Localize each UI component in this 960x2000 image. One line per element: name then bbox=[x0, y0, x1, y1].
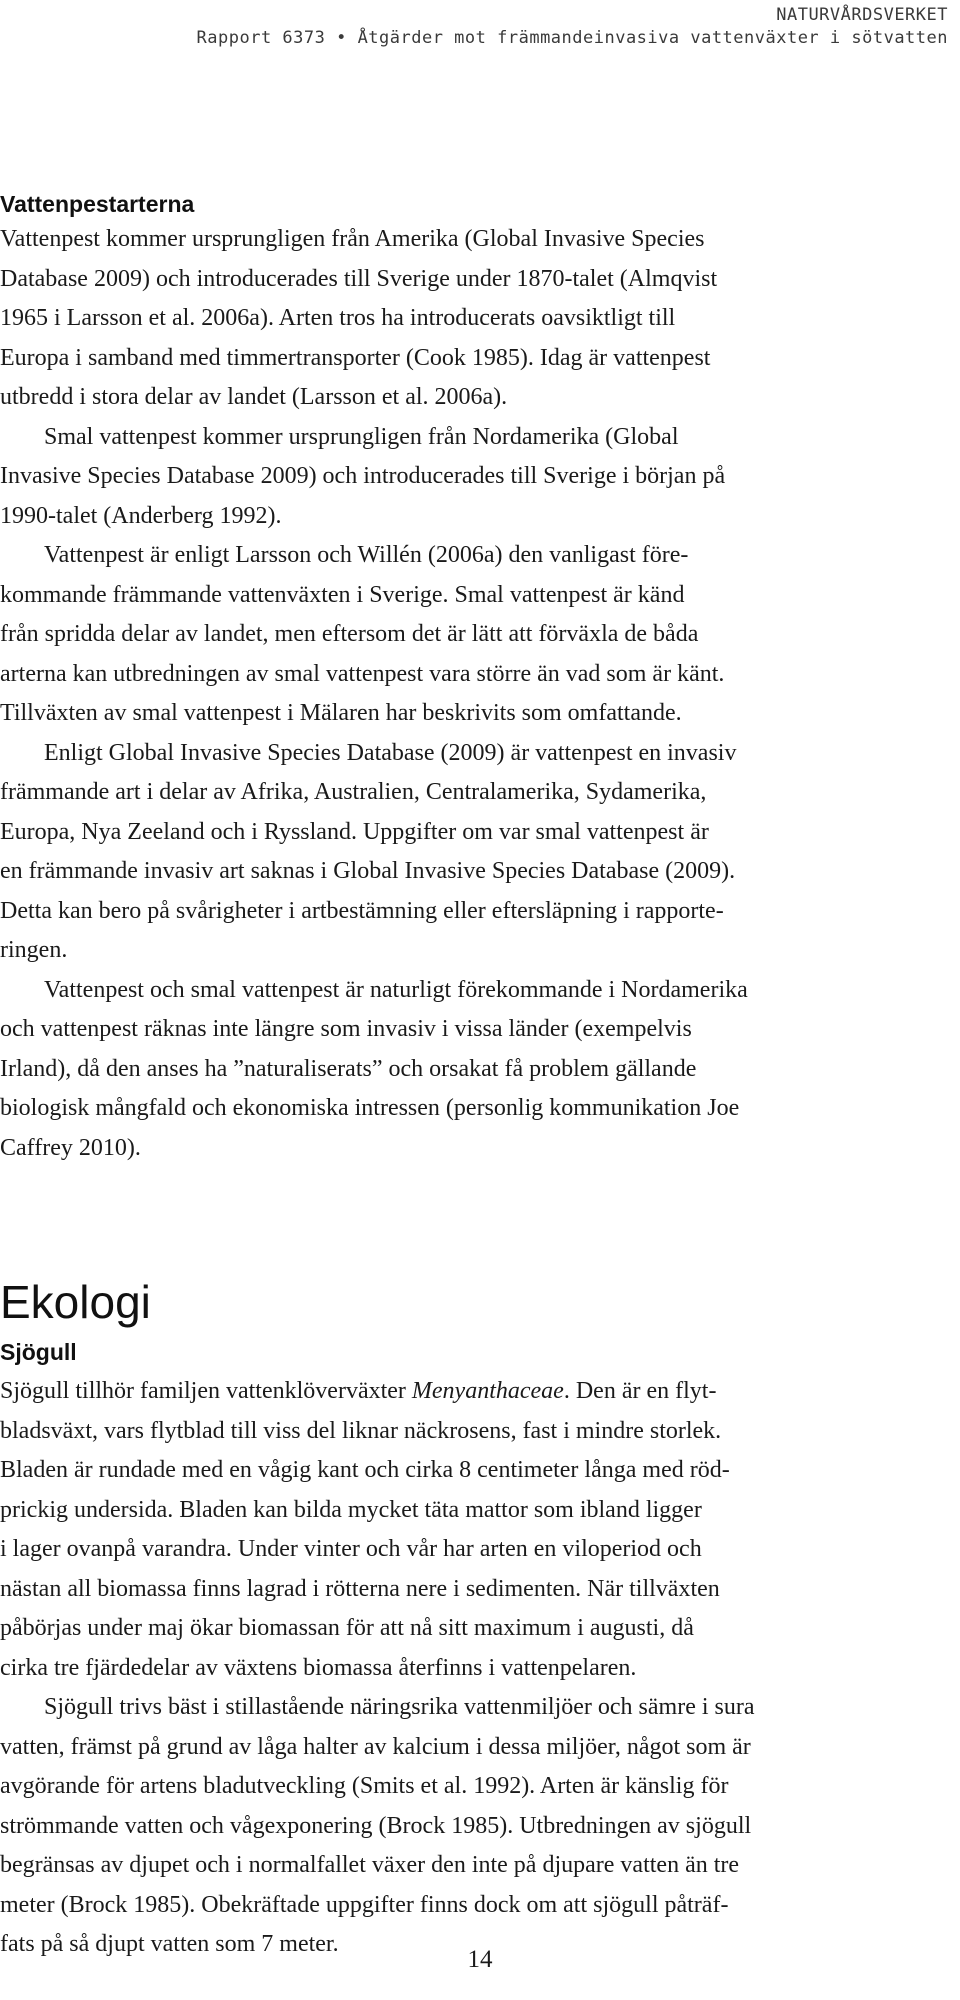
text-line: Vattenpest är enligt Larsson och Willén (2006a) den vanligast före- bbox=[44, 542, 689, 568]
text-line: 1990-talet (Anderberg 1992). bbox=[0, 502, 282, 529]
text-line: kommande främmande vattenväxten i Sverige. Smal vattenpest är känd bbox=[0, 581, 685, 608]
text-line: 1965 i Larsson et al. 2006a). Arten tros ha introducerats oavsiktligt till bbox=[0, 305, 676, 331]
paragraph-3 bbox=[0, 536, 940, 734]
text-line: och vattenpest räknas inte längre som invasiv i vissa länder (exempelvis bbox=[0, 1016, 692, 1042]
text-line: påbörjas under maj ökar biomassan för att nå sitt maximum i augusti, då bbox=[0, 1615, 694, 1641]
text-line: en främmande invasiv art saknas i Global Invasive Species Database (2009). bbox=[0, 858, 736, 884]
text-line: Vattenpest kommer ursprungligen från Amerika (Global Invasive Species bbox=[0, 226, 705, 252]
text-run: Sjögull tillhör familjen vattenklöverväxter bbox=[0, 1378, 412, 1404]
text-line bbox=[0, 1372, 940, 1412]
paragraph-sjogull-1 bbox=[0, 1372, 940, 1688]
text-line: nästan all biomassa finns lagrad i rötterna nere i sedimenten. När tillväxten bbox=[0, 1575, 720, 1602]
paragraph-1 bbox=[0, 220, 940, 418]
text-line: begränsas av djupet och i normalfallet växer den inte på djupare vatten än tre bbox=[0, 1852, 740, 1878]
text-line: arterna kan utbredningen av smal vattenpest vara större än vad som är känt. bbox=[0, 660, 725, 687]
text-line: Vattenpest och smal vattenpest är naturligt förekommande i Nordamerika bbox=[44, 976, 748, 1003]
text-run: . Den är en flyt- bbox=[563, 1378, 717, 1404]
text-line: fats på så djupt vatten som 7 meter. bbox=[0, 1931, 339, 1957]
text-line: vatten, främst på grund av låga halter av kalcium i dessa miljöer, något som är bbox=[0, 1733, 751, 1760]
paragraph-sjogull-2 bbox=[0, 1688, 940, 1965]
text-line: Europa, Nya Zeeland och i Ryssland. Uppgifter om var smal vattenpest är bbox=[0, 818, 709, 845]
text-line: ringen. bbox=[0, 937, 68, 963]
text-line: Smal vattenpest kommer ursprungligen från Nordamerika (Global bbox=[44, 423, 679, 450]
text-line: Europa i samband med timmertransporter (Cook 1985). Idag är vattenpest bbox=[0, 344, 711, 371]
text-line: främmande art i delar av Afrika, Australien, Centralamerika, Sydamerika, bbox=[0, 779, 707, 805]
subsection-heading: Sjögull bbox=[0, 1339, 77, 1365]
page-number: 14 bbox=[467, 1946, 493, 1973]
paragraph-5 bbox=[0, 971, 940, 1169]
text-line: cirka tre fjärdedelar av växtens biomassa återfinns i vattenpelaren. bbox=[0, 1654, 637, 1681]
page-content bbox=[0, 188, 940, 1965]
text-line: Caffrey 2010). bbox=[0, 1134, 141, 1161]
text-line: strömmande vatten och vågexponering (Brock 1985). Utbredningen av sjögull bbox=[0, 1812, 752, 1839]
section-heading: Vattenpestarterna bbox=[0, 191, 195, 217]
text-line: Bladen är rundade med en vågig kant och cirka 8 centimeter långa med röd- bbox=[0, 1457, 730, 1483]
text-line: Database 2009) och introducerades till Sverige under 1870-talet (Almqvist bbox=[0, 265, 718, 292]
text-line: prickig undersida. Bladen kan bilda mycket täta mattor som ibland ligger bbox=[0, 1496, 702, 1523]
paragraph-2 bbox=[0, 418, 940, 537]
text-line: avgörande för artens bladutveckling (Smits et al. 1992). Arten är känslig för bbox=[0, 1773, 729, 1799]
text-line: Detta kan bero på svårigheter i artbestämning eller eftersläpning i rapporte- bbox=[0, 897, 724, 924]
text-line: i lager ovanpå varandra. Under vinter och vår har arten en viloperiod och bbox=[0, 1536, 702, 1562]
text-line: biologisk mångfald och ekonomiska intressen (personlig kommunikation Joe bbox=[0, 1095, 740, 1121]
latin-family-name: Menyanthaceae bbox=[411, 1378, 564, 1404]
header-organization: NATURVÅRDSVERKET bbox=[776, 5, 948, 25]
text-line: Irland), då den anses ha ”naturaliserats” och orsakat få problem gällande bbox=[0, 1055, 697, 1082]
text-line: utbredd i stora delar av landet (Larsson et al. 2006a). bbox=[0, 384, 508, 410]
header-report-title: Rapport 6373 • Åtgärder mot främmandeinvasiva vattenväxter i sötvatten bbox=[196, 28, 948, 48]
text-line: Tillväxten av smal vattenpest i Mälaren har beskrivits som omfattande. bbox=[0, 700, 682, 726]
running-header bbox=[197, 4, 948, 50]
chapter-title: Ekologi bbox=[0, 1276, 151, 1328]
text-line: Sjögull trivs bäst i stillastående näringsrika vattenmiljöer och sämre i sura bbox=[44, 1694, 755, 1720]
text-line: Enligt Global Invasive Species Database (2009) är vattenpest en invasiv bbox=[44, 739, 737, 766]
text-line: bladsväxt, vars flytblad till viss del liknar näckrosens, fast i mindre storlek. bbox=[0, 1417, 722, 1444]
paragraph-4 bbox=[0, 734, 940, 971]
text-line: från spridda delar av landet, men eftersom det är lätt att förväxla de båda bbox=[0, 621, 699, 647]
text-line: meter (Brock 1985). Obekräftade uppgifter finns dock om att sjögull påträf- bbox=[0, 1891, 729, 1918]
text-line: Invasive Species Database 2009) och introducerades till Sverige i början på bbox=[0, 463, 726, 489]
